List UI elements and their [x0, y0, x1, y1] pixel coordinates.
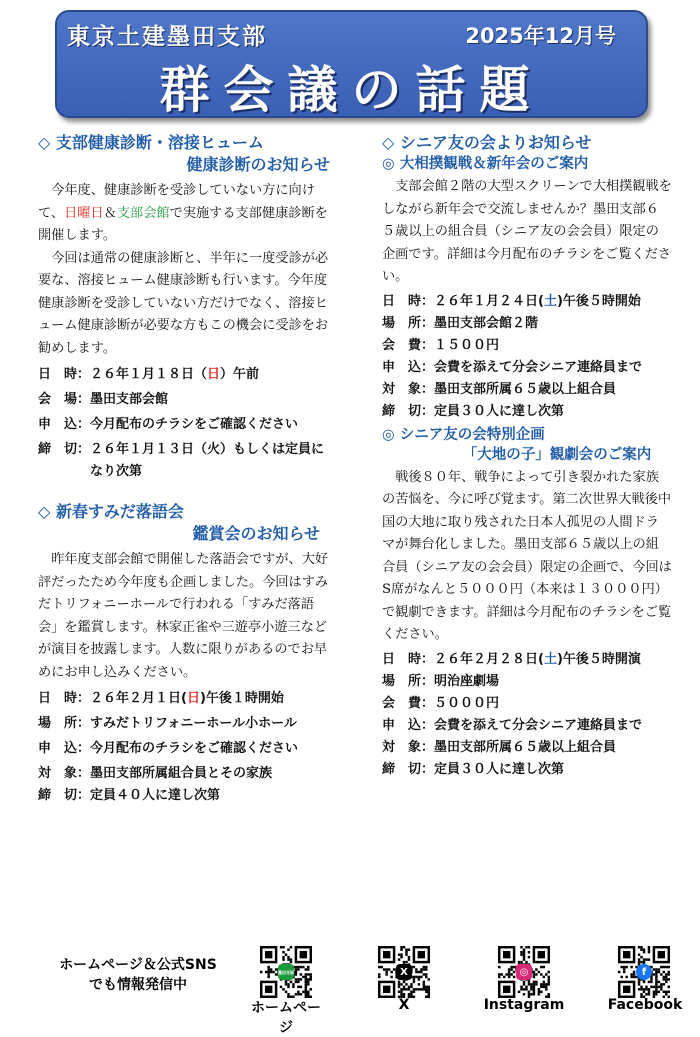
health-check-paragraph-2: 今回は通常の健康診断と、半年に一度受診が必要な、溶接ヒューム健康診断も行います。今年度健康診断を受診していない方だけでなく、溶接ヒューム健康診断が必要な方もこの機会に受診をお勧めします。 [38, 250, 329, 356]
daichi-details [382, 649, 672, 781]
detail-row: 締 切： ２６年１月１３日（火）もしくは定員になり次第 [38, 442, 325, 479]
homepage-label: ホームページ [251, 1000, 321, 1036]
header-banner [55, 10, 648, 118]
right-column [382, 132, 672, 781]
detail-row: 会 場： 墨田支部会館 [38, 392, 169, 407]
facebook-label: Facebook [607, 997, 683, 1013]
instagram-logo-icon: ◎ [516, 964, 532, 980]
detail-row: 対 象： 墨田支部所属組合員とその家族 [38, 766, 273, 781]
detail-row: 日 時：２６年１月２４日(土)午後５時開始 [382, 293, 641, 309]
rakugo-heading: ◇ 新春すみだ落語会 鑑賞会のお知らせ [38, 502, 320, 543]
health-check-paragraph-1: 今年度、健康診断を受診していない方に向けて、日曜日＆支部会館で実施する支部健康診断を開催します。 [38, 183, 328, 243]
sumo-subheading: ◎ 大相撲観戦＆新年会のご案内 [382, 156, 589, 172]
detail-row: 締 切： 定員４０人に達し次第 [38, 788, 221, 803]
x-qr-code[interactable] [378, 946, 430, 998]
detail-row: 申 込： 今月配布のチラシをご確認ください [38, 741, 299, 756]
org-name: 東京土建墨田支部 [67, 24, 267, 50]
detail-row: 対 象：墨田支部所属６５歳以上組合員 [382, 739, 617, 755]
detail-row: 申 込： 今月配布のチラシをご確認ください [38, 417, 299, 432]
x-logo-icon: X [396, 964, 412, 980]
detail-row: 場 所： すみだトリフォニーホール小ホール [38, 716, 297, 731]
detail-row: 対 象：墨田支部所属６５歳以上組合員 [382, 381, 617, 397]
detail-row: 会 費：５０００円 [382, 695, 500, 711]
detail-row: 締 切：定員３０人に達し次第 [382, 403, 565, 419]
sumo-details [382, 291, 672, 423]
rakugo-details [38, 688, 330, 807]
detail-row: 締 切：定員３０人に達し次第 [382, 761, 565, 777]
detail-row: 日 時： ２６年１月１８日（日）午前 [38, 367, 260, 382]
x-label: X [398, 997, 410, 1013]
sumo-paragraph: 支部会館２階の大型スクリーンで大相撲観戦をしながら新年会で交流しませんか？墨田支部６５歳以上の組合員（シニア友の会会員）限定の企画です。詳細は今月配布のチラシをご覧ください。 [382, 179, 672, 284]
health-check-heading: ◇ 支部健康診断・溶接ヒューム 健康診断のお知らせ [38, 133, 330, 174]
rakugo-paragraph: 昨年度支部会館で開催した落語会ですが、大好評だったため今年度も企画しました。今回はすみだトリフォニーホールで行われる「すみだ落語会」を鑑賞します。林家正雀や三遊亭小遊三などが演目を披露します。人数に限りがあるのでお早めにお申し込みください。 [38, 552, 329, 680]
left-column [38, 132, 330, 807]
health-check-details [38, 364, 330, 483]
homepage-qr-code[interactable] [260, 946, 312, 998]
detail-row: 会 費：１５００円 [382, 337, 500, 353]
issue-date: 2025年12月号 [465, 24, 616, 48]
senior-club-heading: ◇ シニア友の会よりお知らせ [382, 133, 592, 152]
detail-row: 場 所：墨田支部会館２階 [382, 315, 539, 331]
daichi-paragraph: 戦後８０年、戦争によって引き裂かれた家族の苦悩を、今に呼び覚ます。第二次世界大戦後中国の大地に取り残された日本人孤児の人間ドラマが舞台化しました。墨田支部６５歳以上の組合員（シニア友の会会員）限定の企画で、今回はS席がなんと５０００円（本来は１３０００円）で観劇できます。詳細は今月配布のチラシをご覧ください。 [382, 469, 672, 642]
instagram-label: Instagram [483, 997, 565, 1013]
newsletter-title: 群会議の話題 [159, 60, 544, 119]
facebook-logo-icon: f [636, 964, 652, 980]
sns-notice: ホームページ＆公式SNS でも情報発信中 [59, 957, 217, 993]
facebook-qr-code[interactable] [618, 946, 670, 998]
instagram-qr-code[interactable] [498, 946, 550, 998]
detail-row: 場 所：明治座劇場 [382, 673, 500, 689]
detail-row: 申 込：会費を添えて分会シニア連絡員まで [382, 717, 643, 733]
detail-row: 日 時： ２６年２月１日(日)午後１時開始 [38, 691, 284, 706]
detail-row: 日 時：２６年２月２８日(土)午後５時開演 [382, 651, 641, 667]
detail-row: 申 込：会費を添えて分会シニア連絡員まで [382, 359, 643, 375]
homepage-badge-icon: 墨田支部 [278, 964, 294, 980]
daichi-subheading: ◎ シニア友の会特別企画 「大地の子」観劇会のご案内 [382, 426, 652, 463]
